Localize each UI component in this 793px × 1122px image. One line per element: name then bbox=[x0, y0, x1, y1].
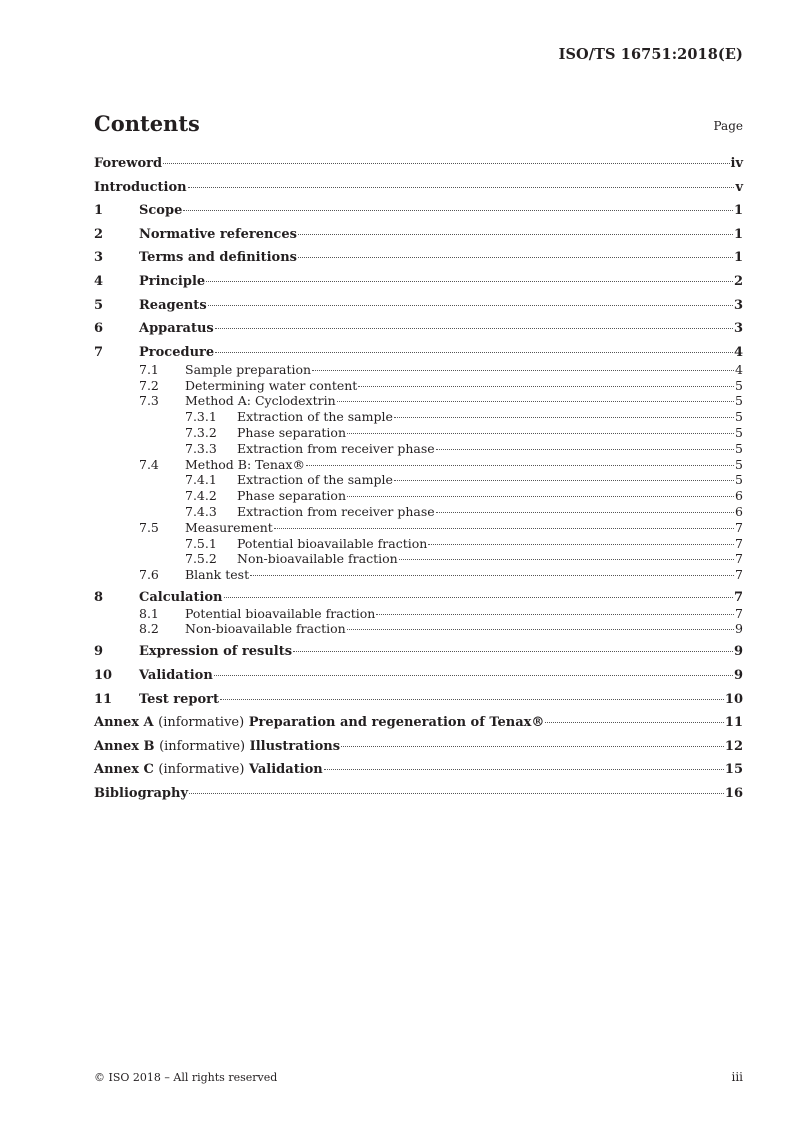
toc-entry-title: Normative references bbox=[139, 226, 297, 242]
toc-entry-page: v bbox=[735, 179, 743, 195]
dot-leader bbox=[214, 675, 733, 676]
toc-entry-page: 5 bbox=[735, 440, 743, 456]
toc-entry-page: 1 bbox=[733, 250, 743, 266]
toc-entry-title: Method A: Cyclodextrin bbox=[185, 393, 336, 409]
toc-entry-page: 4 bbox=[733, 344, 743, 360]
toc-entry-page: 6 bbox=[735, 503, 743, 519]
toc-entry-title: Sample preparation bbox=[185, 361, 312, 377]
toc-entry-number: 8.1 bbox=[139, 605, 159, 621]
toc-entry-title: Potential bioavailable fraction bbox=[185, 605, 376, 621]
dot-leader bbox=[220, 699, 724, 700]
toc-entry-number: 11 bbox=[94, 691, 113, 707]
toc-entry-title: Non-bioavailable fraction bbox=[185, 621, 346, 637]
toc-entry-7-1[interactable] bbox=[94, 362, 743, 378]
toc-entry-reagents[interactable] bbox=[94, 297, 743, 321]
toc-entry-number: 2 bbox=[94, 226, 104, 242]
toc-entry-page: 4 bbox=[735, 361, 743, 377]
dot-leader bbox=[189, 793, 724, 794]
toc-entry-page: 5 bbox=[735, 456, 743, 472]
toc-entry-page: 2 bbox=[733, 273, 743, 289]
dot-leader bbox=[312, 370, 734, 371]
toc-entry-page: 7 bbox=[735, 519, 743, 535]
toc-entry-number: 7.3 bbox=[139, 393, 159, 409]
toc-entry-title: Apparatus bbox=[139, 321, 214, 337]
toc-entry-page: 15 bbox=[724, 762, 743, 778]
dot-leader bbox=[274, 528, 734, 529]
toc-entry-number: 8.2 bbox=[139, 621, 159, 637]
toc-entry-principle[interactable] bbox=[94, 273, 743, 297]
dot-leader bbox=[183, 210, 733, 211]
toc-entry-7-3-2[interactable] bbox=[94, 425, 743, 441]
page-number: iii bbox=[731, 1070, 743, 1084]
page-column-label: Page bbox=[713, 119, 743, 133]
toc-entry-page: 7 bbox=[735, 567, 743, 583]
toc-entry-7-3-1[interactable] bbox=[94, 409, 743, 425]
toc-entry-page: 10 bbox=[724, 691, 743, 707]
annex-label: Annex B bbox=[94, 738, 155, 754]
toc-entry-title: Scope bbox=[139, 203, 183, 219]
toc-entry-calculation[interactable] bbox=[94, 589, 743, 606]
toc-entry-number: 4 bbox=[94, 273, 104, 289]
annex-title: Validation bbox=[248, 762, 323, 778]
toc-entry-number: 7.4.2 bbox=[185, 488, 217, 504]
toc-entry-title: Reagents bbox=[139, 297, 207, 313]
toc-entry-page: 7 bbox=[735, 551, 743, 567]
dot-leader bbox=[306, 465, 734, 466]
toc-entry-page: 5 bbox=[735, 377, 743, 393]
toc-entry-introduction[interactable] bbox=[94, 179, 743, 203]
toc-entry-8-1[interactable] bbox=[94, 606, 743, 622]
toc-entry-page: 7 bbox=[735, 535, 743, 551]
annex-type: (informative) bbox=[158, 715, 245, 731]
toc-entry-page: iv bbox=[730, 156, 743, 171]
toc-entry-number: 7.1 bbox=[139, 361, 159, 377]
toc-entry-number: 3 bbox=[94, 250, 104, 266]
toc-entry-number: 1 bbox=[94, 203, 104, 219]
toc-entry-7-4-3[interactable] bbox=[94, 504, 743, 520]
toc-entry-8-2[interactable] bbox=[94, 621, 743, 643]
toc-entry-title: Introduction bbox=[94, 179, 187, 195]
toc-entry-foreword[interactable] bbox=[94, 155, 743, 179]
toc-entry-page: 5 bbox=[735, 424, 743, 440]
toc-entry-annex-b[interactable] bbox=[94, 738, 743, 762]
annex-label: Annex A bbox=[94, 715, 154, 731]
toc-entry-7-6[interactable] bbox=[94, 567, 743, 589]
toc-entry-page: 16 bbox=[724, 785, 743, 801]
toc-entry-title: Test report bbox=[139, 691, 220, 707]
toc-entry-title: Potential bioavailable fraction bbox=[237, 535, 428, 551]
toc-entry-title: Blank test bbox=[185, 567, 250, 583]
dot-leader bbox=[337, 401, 734, 402]
toc-entry-title bbox=[94, 738, 340, 756]
toc-entry-number: 7.4.3 bbox=[185, 503, 217, 519]
toc-entry-number: 7 bbox=[94, 344, 104, 360]
toc-entry-number: 7.4.1 bbox=[185, 472, 217, 488]
annex-title: Preparation and regeneration of Tenax® bbox=[248, 715, 545, 731]
toc-entry-title: Bibliography bbox=[94, 785, 189, 801]
dot-leader bbox=[347, 496, 734, 497]
toc-entry-page: 7 bbox=[733, 590, 743, 606]
toc-entry-title: Principle bbox=[139, 273, 206, 289]
toc-entry-normative-references[interactable] bbox=[94, 226, 743, 250]
toc-entry-number: 7.5 bbox=[139, 519, 159, 535]
toc-entry-7-5-1[interactable] bbox=[94, 536, 743, 552]
toc-entry-title: Expression of results bbox=[139, 644, 293, 660]
toc-entry-title: Validation bbox=[139, 668, 213, 683]
toc-entry-page: 5 bbox=[735, 409, 743, 425]
toc-entry-title: Procedure bbox=[139, 344, 215, 360]
dot-leader bbox=[206, 281, 733, 282]
dot-leader bbox=[208, 305, 733, 306]
toc-entry-number: 7.6 bbox=[139, 567, 159, 583]
toc-entry-validation[interactable] bbox=[94, 667, 743, 691]
toc-entry-7-4-1[interactable] bbox=[94, 472, 743, 488]
dot-leader bbox=[224, 597, 733, 598]
dot-leader bbox=[250, 575, 734, 576]
toc-entry-page: 3 bbox=[733, 297, 743, 313]
toc-entry-title: Measurement bbox=[185, 519, 273, 535]
toc-entry-title: Method B: Tenax® bbox=[185, 456, 305, 472]
dot-leader bbox=[293, 651, 733, 652]
toc-entry-title: Calculation bbox=[139, 590, 223, 606]
toc-entry-title: Terms and definitions bbox=[139, 250, 297, 266]
toc-entry-number: 6 bbox=[94, 321, 104, 337]
toc-entry-page: 9 bbox=[733, 668, 743, 683]
toc-entry-number: 7.5.1 bbox=[185, 535, 217, 551]
toc-entry-number: 7.5.2 bbox=[185, 551, 217, 567]
dot-leader bbox=[188, 187, 735, 188]
toc-entry-number: 9 bbox=[94, 644, 104, 660]
table-of-contents bbox=[94, 155, 743, 809]
toc-entry-number: 7.3.1 bbox=[185, 409, 217, 425]
toc-entry-test-report[interactable] bbox=[94, 691, 743, 715]
toc-entry-number: 7.3.3 bbox=[185, 440, 217, 456]
dot-leader bbox=[545, 722, 723, 723]
dot-leader bbox=[436, 512, 734, 513]
toc-entry-page: 7 bbox=[735, 605, 743, 621]
toc-entry-page: 5 bbox=[735, 393, 743, 409]
toc-entry-terms-definitions[interactable] bbox=[94, 249, 743, 273]
document-id: ISO/TS 16751:2018(E) bbox=[558, 46, 743, 63]
toc-entry-number: 7.3.2 bbox=[185, 424, 217, 440]
dot-leader bbox=[215, 352, 733, 353]
toc-entry-title bbox=[94, 714, 544, 732]
toc-entry-page: 5 bbox=[735, 472, 743, 488]
annex-title: Illustrations bbox=[249, 738, 341, 754]
toc-entry-7-3-3[interactable] bbox=[94, 441, 743, 457]
toc-entry-page: 3 bbox=[733, 321, 743, 337]
dot-leader bbox=[358, 386, 734, 387]
annex-label: Annex C bbox=[94, 762, 154, 778]
toc-entry-7-2[interactable] bbox=[94, 378, 743, 394]
copyright-notice: © ISO 2018 – All rights reserved bbox=[94, 1071, 278, 1084]
toc-entry-page: 12 bbox=[724, 738, 743, 754]
dot-leader bbox=[298, 234, 733, 235]
dot-leader bbox=[347, 629, 734, 630]
dot-leader bbox=[298, 257, 733, 258]
dot-leader bbox=[341, 746, 724, 747]
toc-entry-7-4[interactable] bbox=[94, 457, 743, 473]
toc-entry-number: 5 bbox=[94, 297, 104, 313]
toc-entry-page: 1 bbox=[733, 226, 743, 242]
toc-entry-apparatus[interactable] bbox=[94, 320, 743, 344]
toc-entry-number: 7.2 bbox=[139, 377, 159, 393]
toc-entry-title: Phase separation bbox=[237, 488, 346, 504]
toc-entry-page: 6 bbox=[735, 488, 743, 504]
dot-leader bbox=[215, 328, 733, 329]
toc-entry-7-5[interactable] bbox=[94, 520, 743, 536]
toc-entry-7-5-2[interactable] bbox=[94, 551, 743, 567]
toc-entry-page: 9 bbox=[735, 621, 743, 637]
toc-entry-title: Phase separation bbox=[237, 424, 346, 440]
toc-entry-number: 8 bbox=[94, 590, 104, 606]
toc-entry-7-4-2[interactable] bbox=[94, 488, 743, 504]
dot-leader bbox=[399, 559, 734, 560]
toc-entry-page: 9 bbox=[733, 644, 743, 660]
toc-entry-page: 11 bbox=[724, 715, 743, 731]
dot-leader bbox=[376, 614, 734, 615]
toc-entry-page: 1 bbox=[733, 203, 743, 219]
dot-leader bbox=[163, 163, 729, 164]
toc-entry-annex-a[interactable] bbox=[94, 714, 743, 738]
toc-entry-scope[interactable] bbox=[94, 202, 743, 226]
annex-type: (informative) bbox=[159, 738, 246, 754]
toc-entry-title: Extraction from receiver phase bbox=[237, 440, 435, 456]
annex-type: (informative) bbox=[158, 762, 245, 778]
toc-entry-annex-c[interactable] bbox=[94, 761, 743, 785]
dot-leader bbox=[324, 769, 724, 770]
toc-entry-7-3[interactable] bbox=[94, 393, 743, 409]
dot-leader bbox=[347, 433, 734, 434]
toc-entry-number: 10 bbox=[94, 668, 113, 683]
dot-leader bbox=[428, 544, 734, 545]
toc-entry-title: Determining water content bbox=[185, 377, 358, 393]
toc-entry-bibliography[interactable] bbox=[94, 785, 743, 809]
toc-entry-title: Extraction of the sample bbox=[237, 472, 393, 488]
toc-entry-title: Extraction from receiver phase bbox=[237, 503, 435, 519]
contents-title: Contents bbox=[94, 111, 200, 136]
toc-entry-expression-of-results[interactable] bbox=[94, 643, 743, 667]
toc-entry-title: Foreword bbox=[94, 156, 163, 171]
dot-leader bbox=[394, 480, 734, 481]
toc-entry-procedure[interactable] bbox=[94, 344, 743, 362]
toc-entry-title bbox=[94, 761, 323, 779]
toc-entry-title: Non-bioavailable fraction bbox=[237, 551, 398, 567]
toc-entry-title: Extraction of the sample bbox=[237, 409, 393, 425]
dot-leader bbox=[394, 417, 734, 418]
dot-leader bbox=[436, 449, 734, 450]
toc-entry-number: 7.4 bbox=[139, 456, 159, 472]
